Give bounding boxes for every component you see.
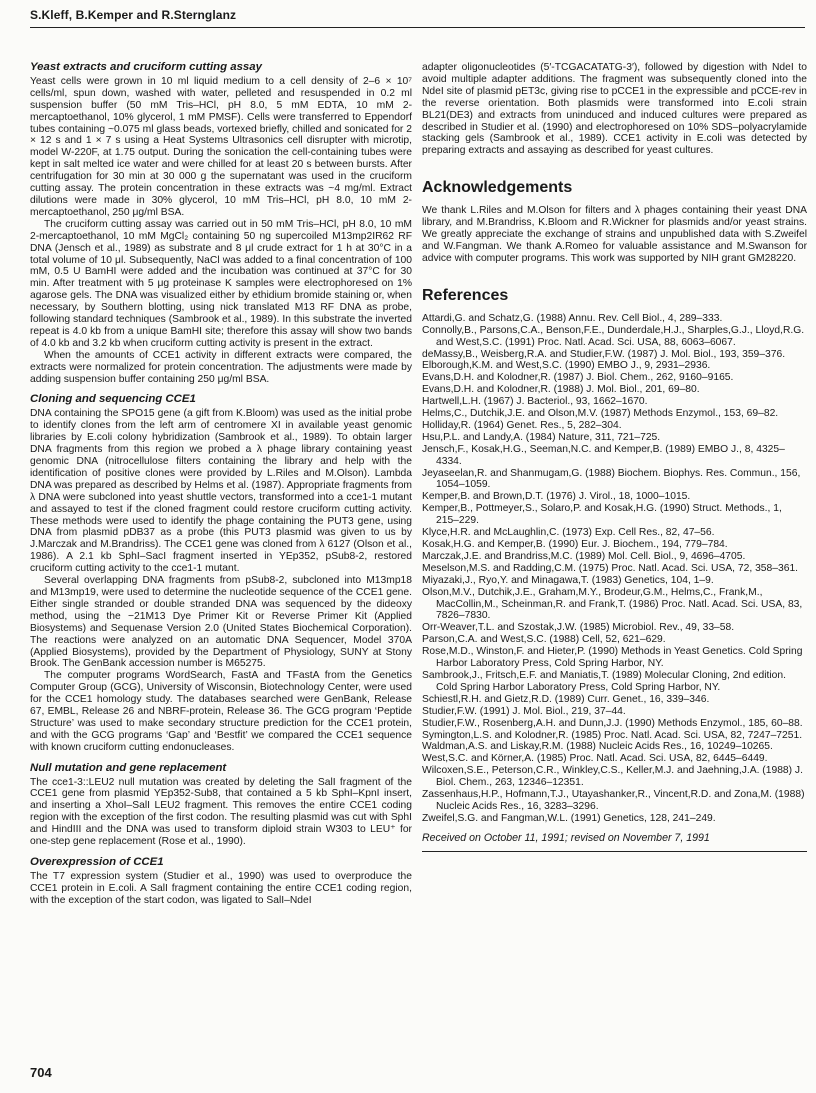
- acknowledgements-text: We thank L.Riles and M.Olson for filters and λ phages containing their yeast DNA library, and M.Brandriss, K.Bloom and R.Wickner for plasmids and/or yeast strains. We greatly appreciate the exchange of strains and unpublished data with S.Zweifel and W.Fangman. We thank A.Romeo for valuable assistance and M.Swanson for advice with computer programs. This work was supported by NIH grant GM28220.: [422, 205, 807, 264]
- reference-item: Meselson,M.S. and Radding,C.M. (1975) Proc. Natl. Acad. Sci. USA, 72, 358–361.: [422, 562, 799, 574]
- paragraph: Yeast cells were grown in 10 ml liquid medium to a cell density of 2–6 × 10⁷ cells/ml, spun down, washed with water, pelleted and resuspended in 0.2 ml suspension buffer (50 mM Tris–HCl, pH 8.0, 5 mM EDTA, 10 mM 2-mercaptoethanol, 10% glycerol, 1 mM PMSF). Cells were transferred to Eppendorf tubes containing ~0.075 ml glass beads, vortexed briefly, chilled and sonicated for 2 × 12 s and 1 × 7 s using a Heat Systems Ultrasonics cell disrupter with microtip, model W-220F, at 1.75 output. During the sonication the cell-containing tubes were kept in salt melted ice water and were chilled for at least 20 s between bursts. After centrifugation for 30 min at 30 000 g the supernatant was used in the cruciform cutting assay. The protein concentration in these extracts was ~4 mg/ml. Extract dilutions were made in 30% glycerol, 10 mM Tris–HCl, pH 8.0, 10 mM 2-mercaptoethanol, 250 μg/ml BSA.: [30, 75, 412, 218]
- left-column: [30, 62, 412, 907]
- reference-item: Jensch,F., Kosak,H.G., Seeman,N.C. and Kemper,B. (1989) EMBO J., 8, 4325–4334.: [422, 443, 785, 467]
- reference-item: Miyazaki,J., Ryo,Y. and Minagawa,T. (1983) Genetics, 104, 1–9.: [422, 574, 714, 586]
- reference-item: Hsu,P.L. and Landy,A. (1984) Nature, 311, 721–725.: [422, 431, 661, 443]
- reference-item: Holliday,R. (1964) Genet. Res., 5, 282–304.: [422, 419, 622, 431]
- reference-item: Sambrook,J., Fritsch,E.F. and Maniatis,T. (1989) Molecular Cloning, 2nd edition. Cold Spring Harbor Laboratory Press, Cold Spring Harbor, NY.: [422, 669, 786, 693]
- paragraph: Several overlapping DNA fragments from pSub8-2, subcloned into M13mp18 and M13mp19, were used to determine the nucleotide sequence of the CCE1 gene. Either single stranded or double stranded DNA was sequenced by the dideoxy method, using the −21M13 Dye Primer Kit or Reverse Primer Kit (Applied Biosystems) and Sequenase Version 2.0 (United States Biochemical Corporation). The reactions were analyzed on an automatic DNA Sequencer, Model 370A (Applied Biosystems), provided by the Department of Physiology, SUNY at Stony Brook. The GenBank accession number is M65275.: [30, 575, 412, 670]
- acknowledgements-heading: Acknowledgements: [422, 179, 573, 197]
- reference-list: [422, 313, 807, 825]
- reference-item: Studier,F.W., Rosenberg,A.H. and Dunn,J.J. (1990) Methods Enzymol., 185, 60–88.: [422, 717, 803, 729]
- subheading-yeast-extracts: Yeast extracts and cruciform cutting assay: [30, 61, 262, 73]
- paragraph: The cce1-3::LEU2 null mutation was created by deleting the SalI fragment of the CCE1 gene from plasmid YEp352-Sub8, that contained a 5 kb SphI–KpnI insert, and inserting a XhoI–SalI LEU2 fragment. This removes the entire CCE1 coding region with the exception of the first codon. The resulting plasmid was cut with SphI and HindIII and the DNA was used to transform diploid strain W303 to LEU⁺ for one-step gene replacement (Rose et al., 1990).: [30, 776, 412, 848]
- reference-item: Kemper,B., Pottmeyer,S., Solaro,P. and Kosak,H.G. (1990) Struct. Methods., 1, 215–229.: [422, 503, 782, 527]
- reference-item: Jeyaseelan,R. and Shanmugam,G. (1988) Biochem. Biophys. Res. Commun., 156, 1054–1059.: [422, 467, 801, 491]
- reference-item: Wilcoxen,S.E., Peterson,C.R., Winkley,C.S., Keller,M.J. and Jaehning,J.A. (1988) J. Biol. Chem., 263, 12346–12351.: [422, 765, 803, 789]
- reference-item: deMassy,B., Weisberg,R.A. and Studier,F.W. (1987) J. Mol. Biol., 193, 359–376.: [422, 348, 786, 360]
- reference-item: West,S.C. and Körner,A. (1985) Proc. Natl. Acad. Sci. USA, 82, 6445–6449.: [422, 753, 768, 765]
- reference-item: Kosak,H.G. and Kemper,B. (1990) Eur. J. Biochem., 194, 779–784.: [422, 539, 728, 550]
- reference-item: Kemper,B. and Brown,D.T. (1976) J. Virol., 18, 1000–1015.: [422, 491, 691, 503]
- subheading-cloning: Cloning and sequencing CCE1: [30, 393, 196, 406]
- right-column: [422, 62, 807, 852]
- paragraph: When the amounts of CCE1 activity in different extracts were compared, the extracts were normalized for protein concentration. The adjustments were made by adding suspension buffer containing 250 μg/ml BSA.: [30, 349, 412, 385]
- reference-item: Orr-Weaver,T.L. and Szostak,J.W. (1985) Microbiol. Rev., 49, 33–58.: [422, 622, 735, 634]
- reference-item: Zweifel,S.G. and Fangman,W.L. (1991) Genetics, 128, 241–249.: [422, 812, 716, 824]
- paragraph: The computer programs WordSearch, FastA and TFastA from the Genetics Computer Group (GCG), University of Wisconsin, Biotechnology Center, were used for the CCE1 homology study. The databases searched were GenBank, Release 67, EMBL, Release 26 and NBRF-protein, Release 36. The GCG program ‘Peptide Structure’ was used to make secondary structure prediction for the CCE1 protein, and with the GCG programs ‘Gap’ and ‘Bestfit’ we compared the CCE1 sequence with known cruciform cutting endonucleases.: [30, 670, 412, 753]
- reference-item: Marczak,J.E. and Brandriss,M.C. (1989) Mol. Cell. Biol., 9, 4696–4705.: [422, 550, 746, 562]
- reference-item: Studier,F.W. (1991) J. Mol. Biol., 219, 37–44.: [422, 705, 626, 717]
- paragraph: The cruciform cutting assay was carried out in 50 mM Tris–HCl, pH 8.0, 10 mM 2-mercaptoethanol, 10 mM MgCl₂ containing 50 ng supercoiled M13mp2IR62 RF DNA (Jensch et al., 1989) as substrate and 8 μl crude extract for 1 h at 30°C in a total volume of 10 μl. Subsequently, NaCl was added to a final concentration of 100 mM, 0.5 U BamHI were added and the incubation was continued at 37°C for 30 min. After treatment with 5 μg proteinase K samples were electrophoresed on 1% agarose gels. The DNA was visualized either by ethidium bromide staining or, when necessary, by Southern blotting, using nick translated M13 RF DNA as probe, following standard techniques (Sambrook et al., 1989). In this substrate the inverted repeat is 4.0 kb from a unique BamHI site; therefore this assay will show two bands of 4.0 kb and 3.2 kb when cruciform cutting activity is present in the extract.: [30, 218, 412, 349]
- reference-item: Olson,M.V., Dutchik,J.E., Graham,M.Y., Brodeur,G.M., Helms,C., Frank,M., MacCollin,M., Scheinman,R. and Frank,T. (1986) Proc. Natl. Acad. Sci. USA, 83, 7826–7830.: [422, 586, 803, 622]
- reference-item: Evans,D.H. and Kolodner,R. (1988) J. Mol. Biol., 201, 69–80.: [422, 384, 700, 396]
- page-number: 704: [30, 1065, 52, 1080]
- reference-item: Elborough,K.M. and West,S.C. (1990) EMBO J., 9, 2931–2936.: [422, 360, 711, 372]
- reference-item: Connolly,B., Parsons,C.A., Benson,F.E., Dunderdale,H.J., Sharples,G.J., Lloyd,R.G. and West,S.C. (1991) Proc. Natl. Acad. Sci. USA, 88, 6063–6067.: [422, 324, 805, 348]
- subheading-null-mutation: Null mutation and gene replacement: [30, 761, 227, 774]
- reference-item: Klyce,H.R. and McLaughlin,C. (1973) Exp. Cell Res., 82, 47–56.: [422, 527, 715, 539]
- subheading-overexpression: Overexpression of CCE1: [30, 856, 164, 868]
- paragraph: DNA containing the SPO15 gene (a gift from K.Bloom) was used as the initial probe to identify clones from the left arm of centromere XI in available yeast genomic libraries by E.coli colony hybridization (Sambrook et al., 1989). To obtain larger DNA fragments from this region we probed a λ phage library containing yeast genomic DNA (nitrocellulose filters containing the library and help with the identification of positive clones were provided by L.Riles and M.Olson). Lambda DNA was prepared as described by Helms et al. (1987). Appropriate fragments from λ DNA were subcloned into yeast shuttle vectors, transformed into a cce1-1 mutant and assayed to test if the cloned fragment could restore cruciform cutting activity. These methods were used to identify the phage containing the PUT3 gene, using DNA from plasmid pDB37 as a probe (this PUT3 plasmid was given to us by J.Marczak and M.Brandriss). The CCE1 gene was cloned from λ 6127 (Olson et al., 1986). A 2.1 kb SphI–SacI fragment inserted in YEp352, pSub8-2, restored cruciform cutting activity to the cce1-1 mutant.: [30, 408, 412, 575]
- received-date: Received on October 11, 1991; revised on November 7, 1991: [422, 833, 807, 852]
- reference-item: Symington,L.S. and Kolodner,R. (1985) Proc. Natl. Acad. Sci. USA, 82, 7247–7251.: [422, 729, 803, 741]
- reference-item: Waldman,A.S. and Liskay,R.M. (1988) Nucleic Acids Res., 16, 10249–10265.: [422, 741, 773, 753]
- references-heading: References: [422, 286, 509, 304]
- reference-item: Schiestl,R.H. and Gietz,R.D. (1989) Curr. Genet., 16, 339–346.: [422, 693, 710, 705]
- reference-item: Zassenhaus,H.P., Hofmann,T.J., Utayashanker,R., Vincent,R.D. and Zona,M. (1988) Nucleic Acids Res., 16, 3283–3296.: [422, 789, 805, 812]
- reference-item: Hartwell,L.H. (1967) J. Bacteriol., 93, 1662–1670.: [422, 396, 648, 408]
- reference-item: Rose,M.D., Winston,F. and Hieter,P. (1990) Methods in Yeast Genetics. Cold Spring Harbor Laboratory Press, Cold Spring Harbor, NY.: [422, 646, 803, 670]
- running-head-authors: S.Kleff, B.Kemper and R.Sternglanz: [30, 8, 237, 22]
- reference-item: Helms,C., Dutchik,J.E. and Olson,M.V. (1987) Methods Enzymol., 153, 69–82.: [422, 408, 779, 420]
- paragraph: The T7 expression system (Studier et al., 1990) was used to overproduce the CCE1 protein in E.coli. A SalI fragment containing the entire CCE1 coding region, with the exception of the start codon, was ligated to SalI–NdeI: [30, 870, 412, 906]
- reference-item: Evans,D.H. and Kolodner,R. (1987) J. Biol. Chem., 262, 9160–9165.: [422, 372, 734, 384]
- reference-item: Attardi,G. and Schatz,G. (1988) Annu. Rev. Cell Biol., 4, 289–333.: [422, 312, 723, 324]
- reference-item: Parson,C.A. and West,S.C. (1988) Cell, 52, 621–629.: [422, 634, 666, 646]
- header-rule: [30, 27, 805, 28]
- paragraph-continuation: adapter oligonucleotides (5′-TCGACATATG-3′), followed by digestion with NdeI to avoid multiple adapter additions. The fragment was subsequently cloned into the NdeI site of plasmid pET3c, giving rise to pCCE1 in the expressible and pCCE-rev in the reverse orientation. Both plasmids were transformed into E.coli strain BL21(DE3) and extracts from uninduced and induced cultures were prepared as described in Studier et al. (1990) and electrophoresed on 10% SDS–polyacrylamide stacking gels (Sambrook et al., 1989). CCE1 activity in E.coli was detected by preparing extracts and assaying as described for yeast cultures.: [422, 62, 807, 157]
